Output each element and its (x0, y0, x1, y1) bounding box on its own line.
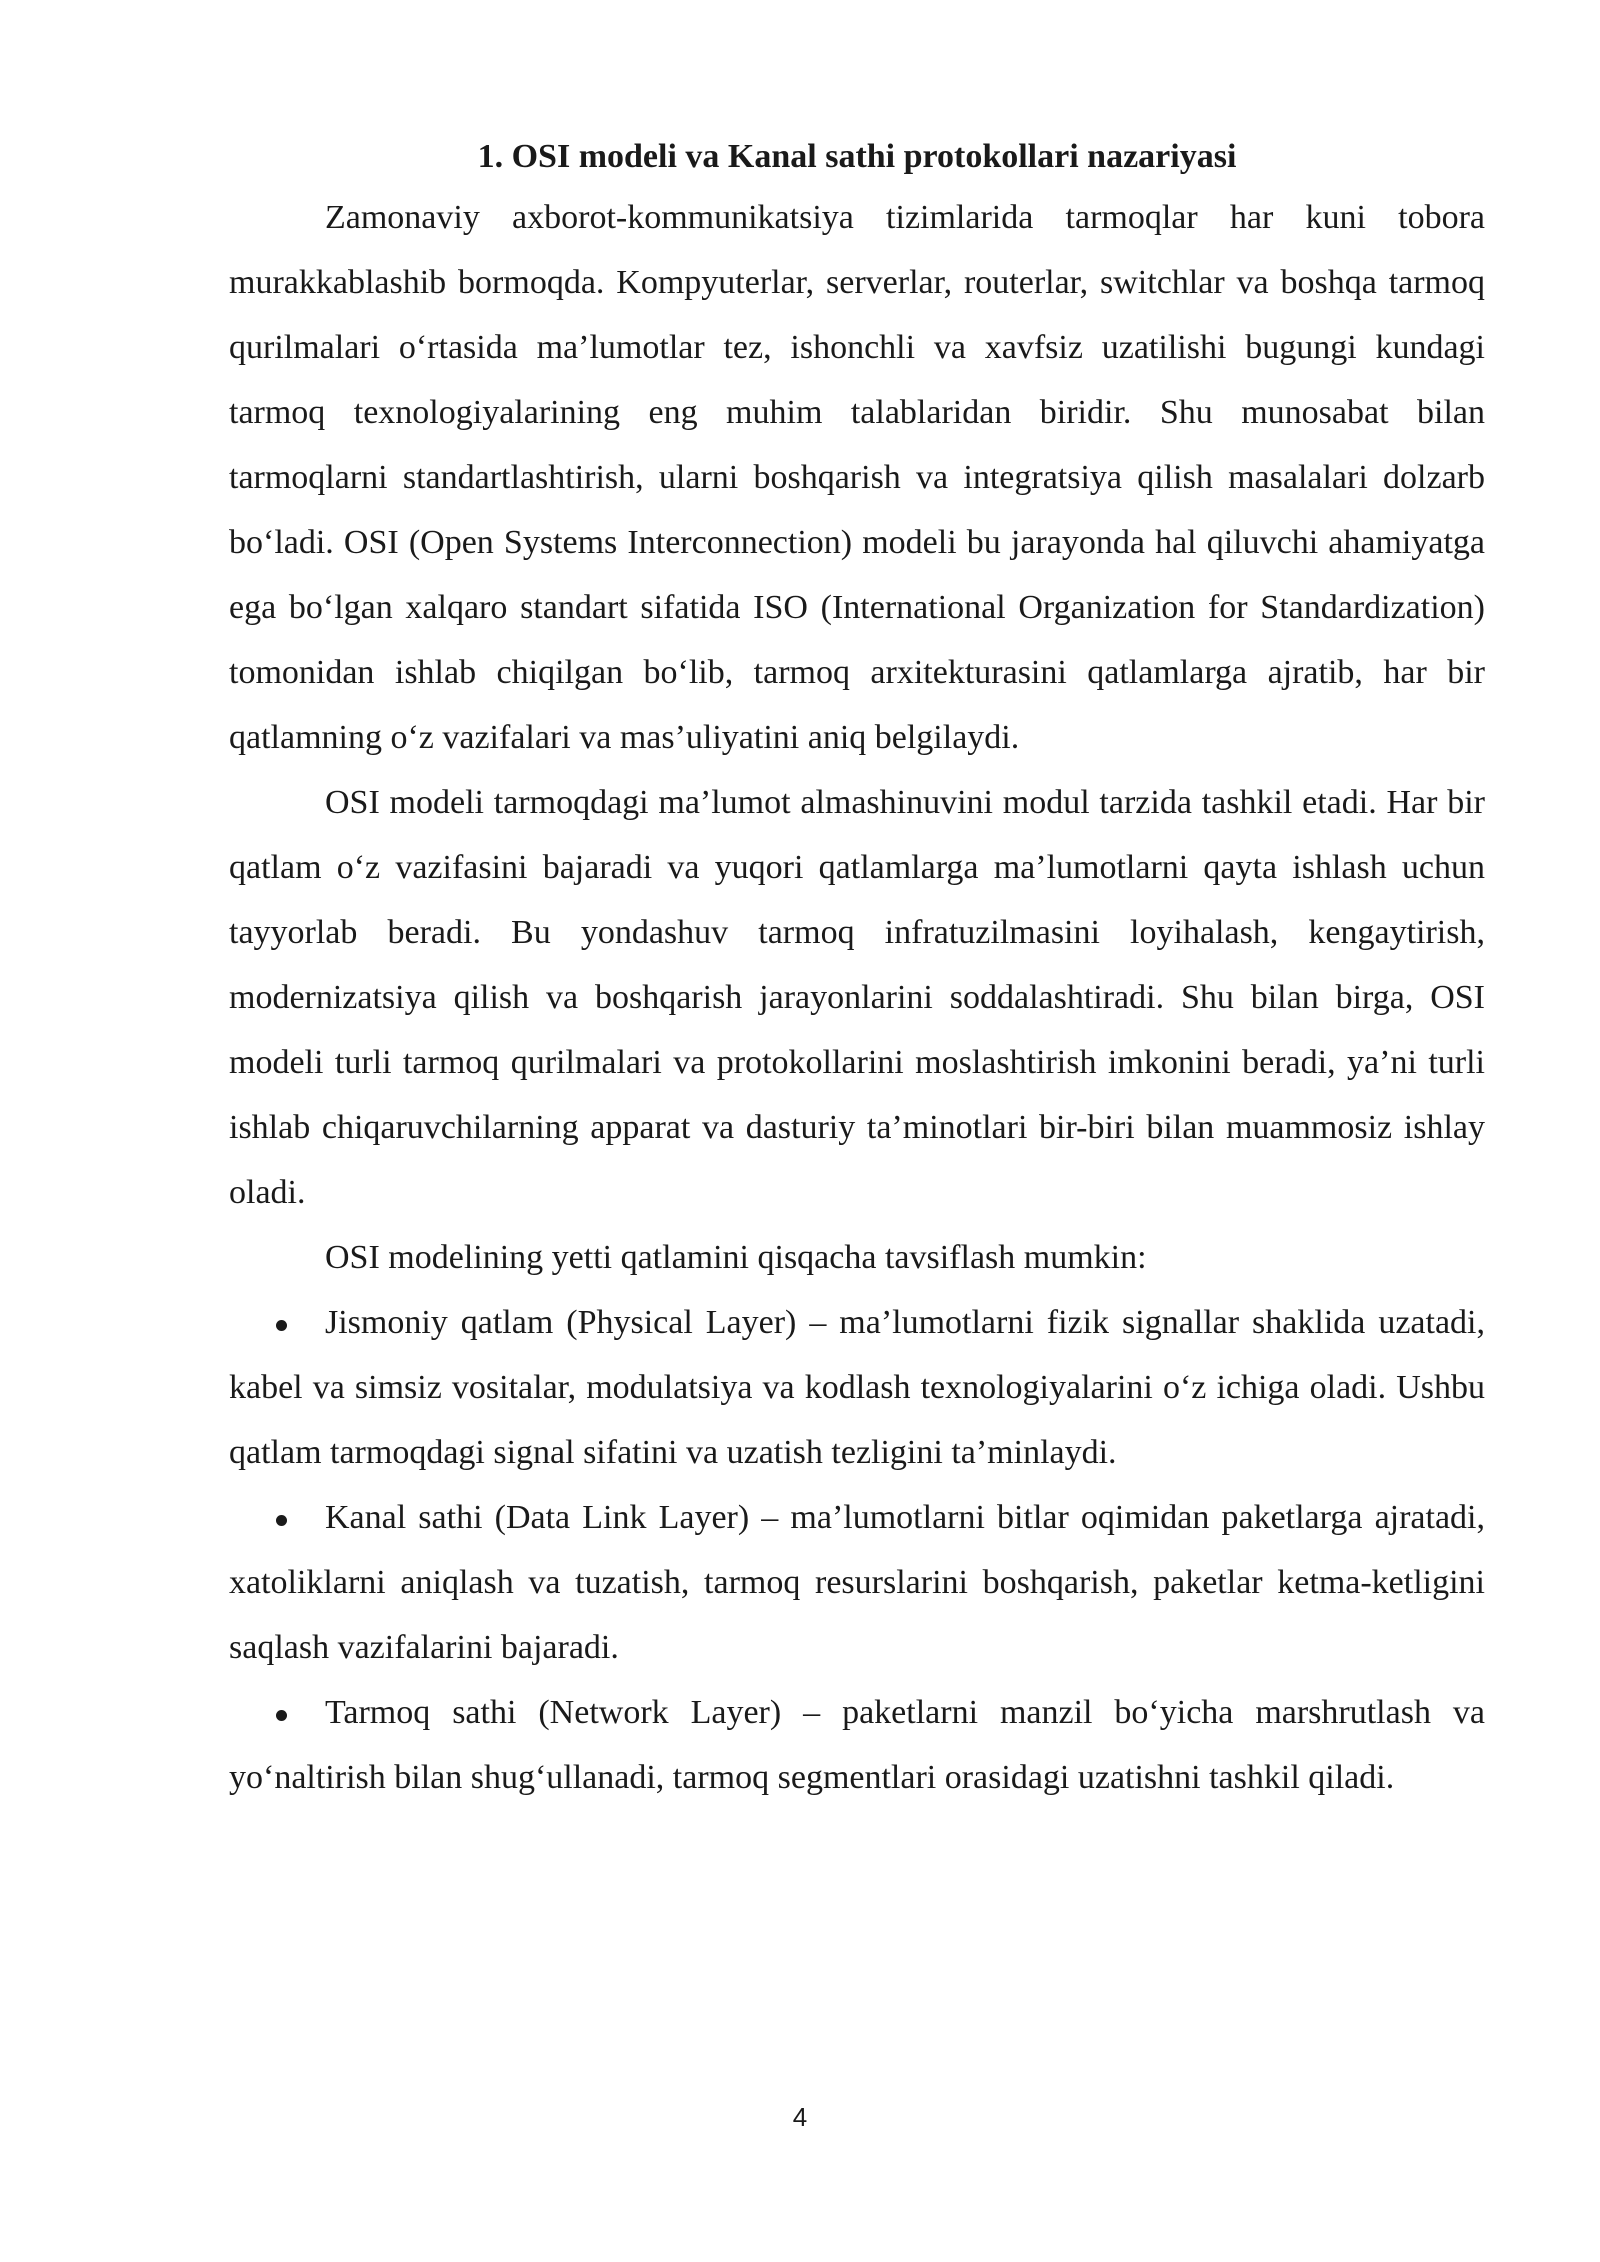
section-heading: 1. OSI modeli va Kanal sathi protokollari nazariyasi (477, 138, 1237, 175)
paragraph-intro: Zamonaviy axborot-kommunikatsiya tizimlarida tarmoqlar har kuni tobora murakkablashib bormoqda. Kompyuterlar, serverlar, routerlar, switchlar va boshqa tarmoq qurilmalari o‘rtasida ma’lumotlar tez, ishonchli va xavfsiz uzatilishi bugungi kundagi tarmoq texnologiyalarining eng muhim talablaridan biridir. Shu munosabat bilan tarmoqlarni standartlashtirish, ularni boshqarish va integratsiya qilish masalalari dolzarb bo‘ladi. OSI (Open Systems Interconnection) modeli bu jarayonda hal qiluvchi ahamiyatga ega bo‘lgan xalqaro standart sifatida ISO (International Organization for Standardization) tomonidan ishlab chiqilgan bo‘lib, tarmoq arxitekturasini qatlamlarga ajratib, har bir qatlamning o‘z vazifalari va mas’uliyatini aniq belgilaydi. (229, 199, 1485, 756)
bullet-dot-icon (276, 1320, 287, 1331)
list-item-network-layer (229, 1680, 1485, 1810)
page-number: 4 (792, 2102, 808, 2132)
list-item-physical-layer (229, 1290, 1485, 1485)
list-item-text: Tarmoq sathi (Network Layer) – paketlarni manzil bo‘yicha marshrutlash va yo‘naltirish bilan shug‘ullanadi, tarmoq segmentlari orasidagi uzatishni tashkil qiladi. (229, 1694, 1485, 1796)
paragraph-osi-model: OSI modeli tarmoqdagi ma’lumot almashinuvini modul tarzida tashkil etadi. Har bir qatlam o‘z vazifasini bajaradi va yuqori qatlamlarga ma’lumotlarni qayta ishlash uchun tayyorlab beradi. Bu yondashuv tarmoq infratuzilmasini loyihalash, kengaytirish, modernizatsiya qilish va boshqarish jarayonlarini soddalashtiradi. Shu bilan birga, OSI modeli turli tarmoq qurilmalari va protokollarini moslashtirish imkonini beradi, ya’ni turli ishlab chiqaruvchilarning apparat va dasturiy ta’minotlari bir-biri bilan muammosiz ishlay oladi. (229, 784, 1485, 1211)
list-item-text: Kanal sathi (Data Link Layer) – ma’lumotlarni bitlar oqimidan paketlarga ajratadi, xatoliklarni aniqlash va tuzatish, tarmoq resurslarini boshqarish, paketlar ketma-ketligini saqlash vazifalarini bajaradi. (229, 1499, 1485, 1666)
bullet-dot-icon (276, 1710, 287, 1721)
paragraph-layers-intro: OSI modelining yetti qatlamini qisqacha tavsiflash mumkin: (325, 1239, 1147, 1276)
page-content (229, 128, 1485, 1810)
osi-layers-list (229, 1290, 1485, 1810)
bullet-dot-icon (276, 1515, 287, 1526)
list-item-text: Jismoniy qatlam (Physical Layer) – ma’lumotlarni fizik signallar shaklida uzatadi, kabel va simsiz vositalar, modulatsiya va kodlash texnologiyalarini o‘z ichiga oladi. Ushbu qatlam tarmoqdagi signal sifatini va uzatish tezligini ta’minlaydi. (229, 1304, 1485, 1471)
list-item-data-link-layer (229, 1485, 1485, 1680)
